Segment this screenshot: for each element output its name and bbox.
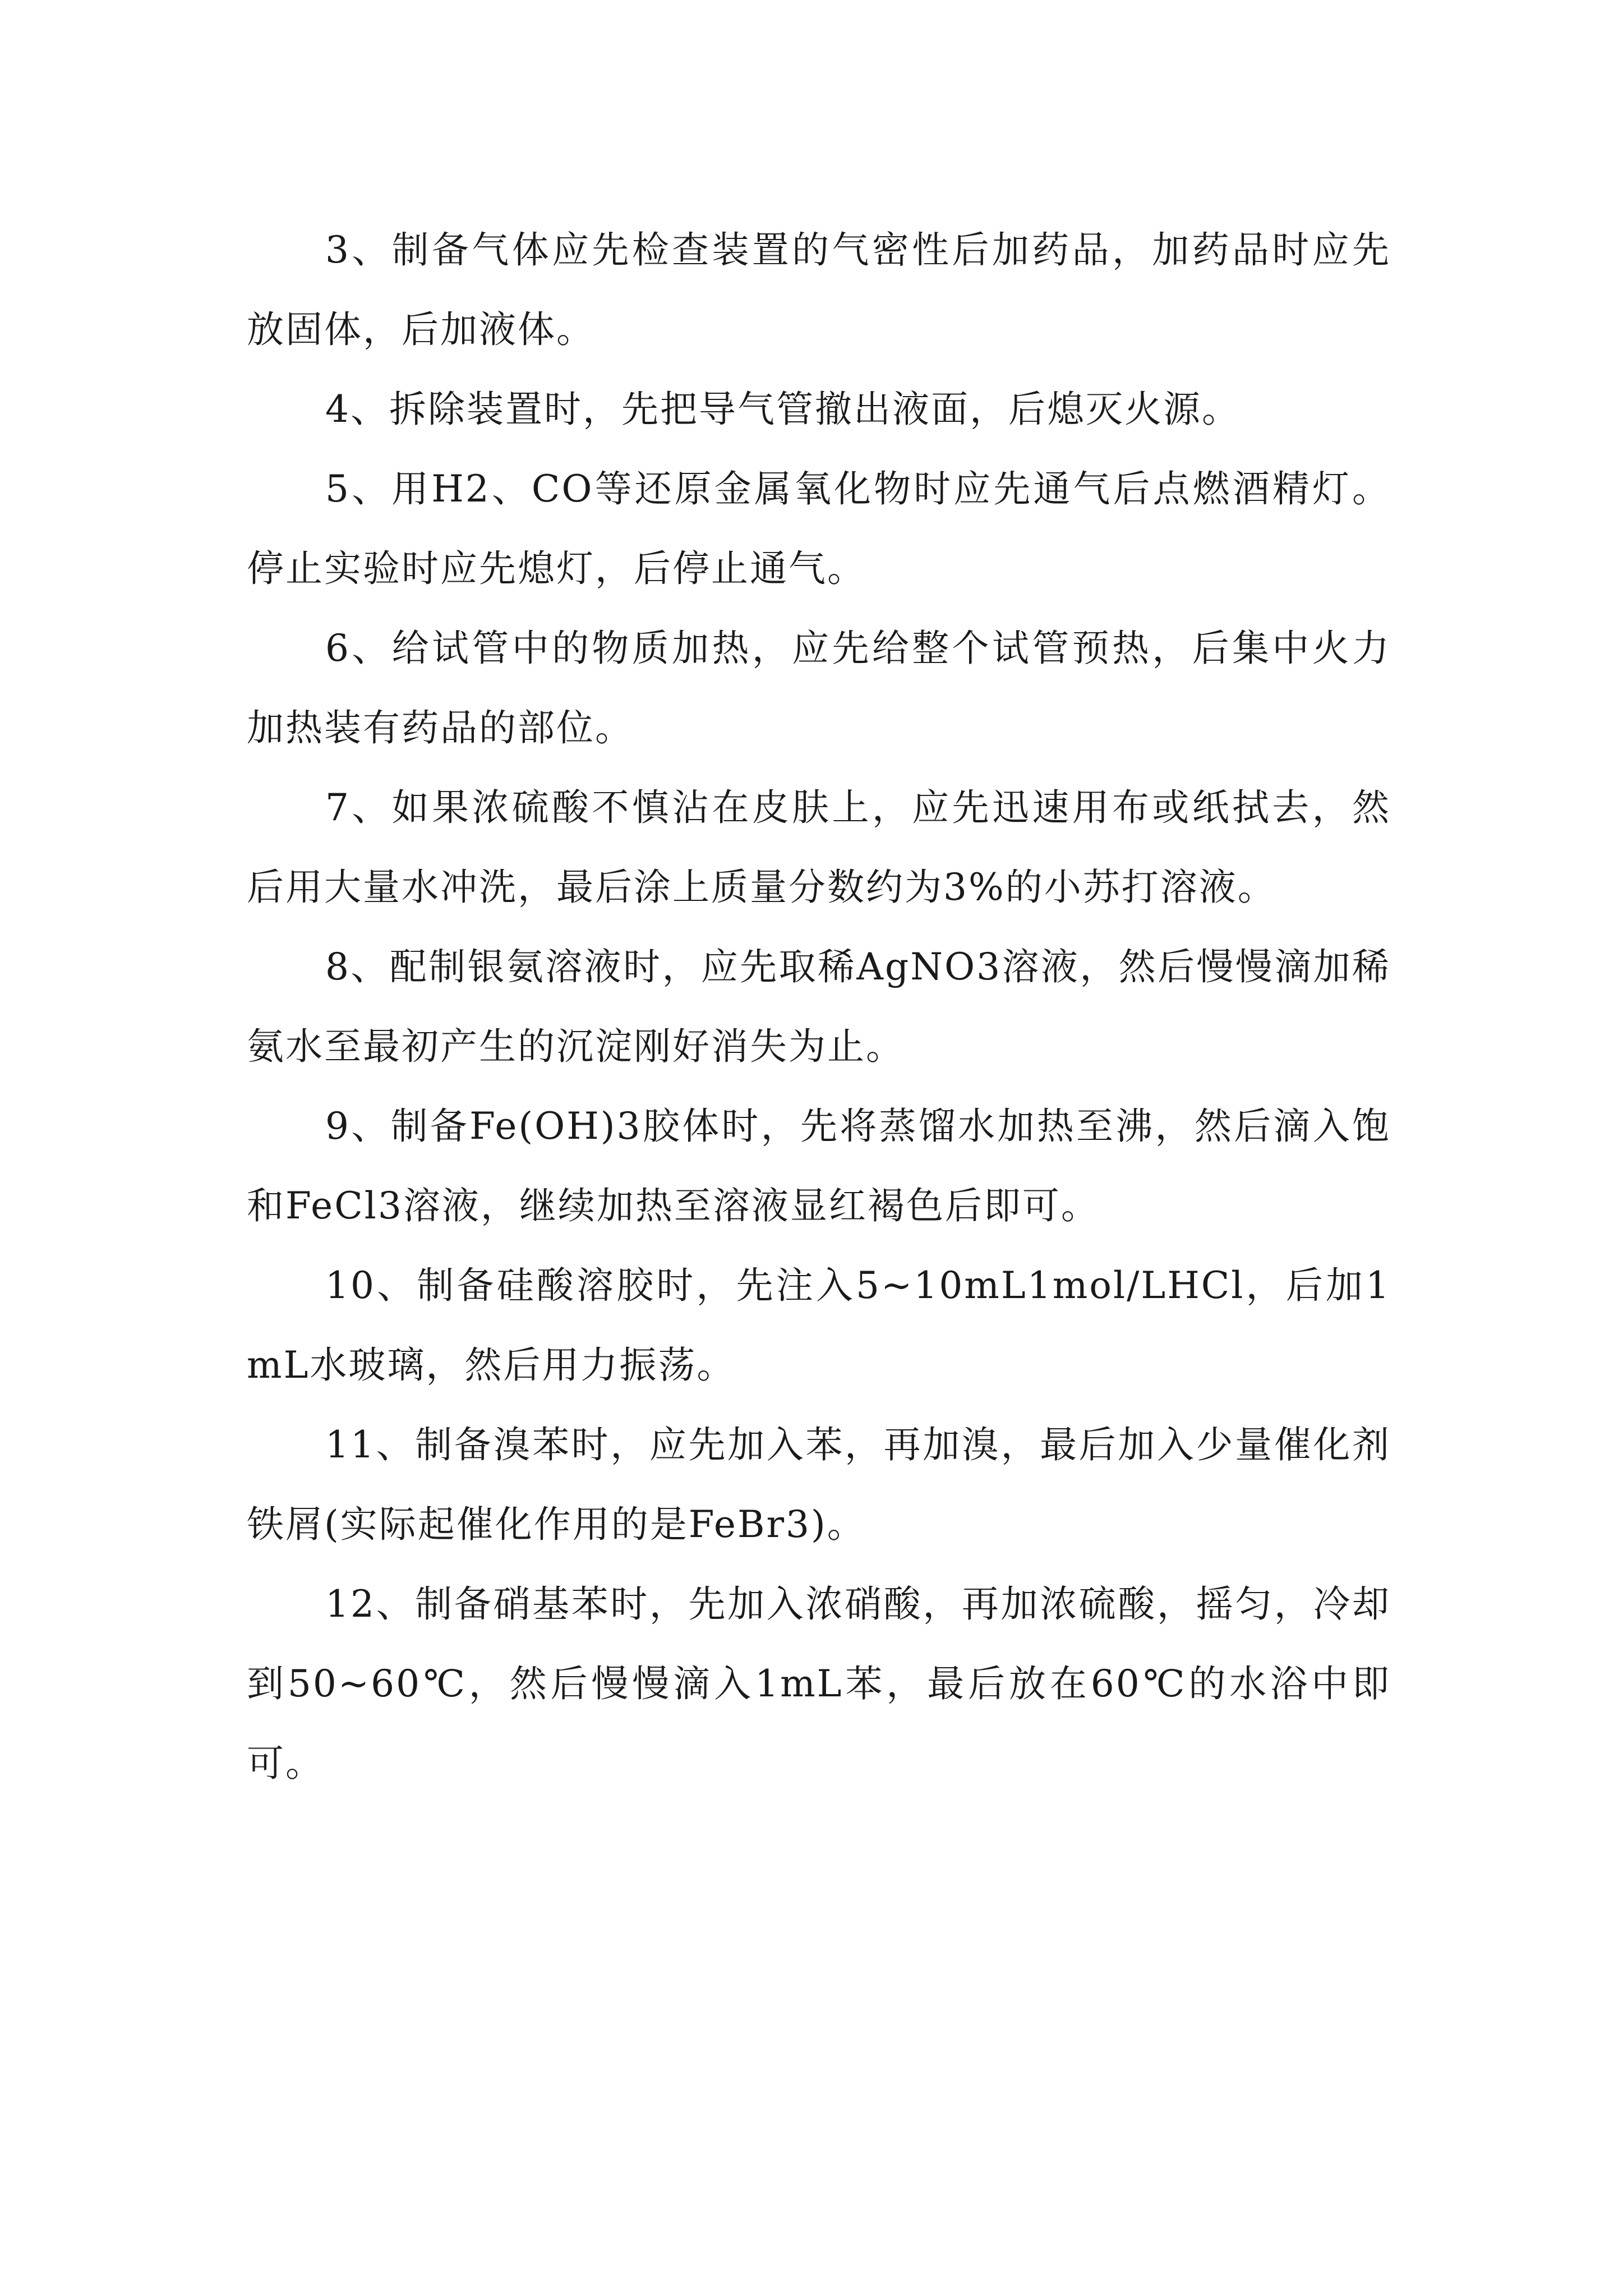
paragraph-5: 5、用H2、CO等还原金属氧化物时应先通气后点燃酒精灯。停止实验时应先熄灯，后停止通气。 (247, 467, 1391, 590)
paragraph-7: 7、如果浓硫酸不慎沾在皮肤上，应先迅速用布或纸拭去，然后用大量水冲洗，最后涂上质量分数约为3%的小苏打溶液。 (247, 786, 1391, 909)
document-body (247, 210, 1391, 1803)
paragraph-8: 8、配制银氨溶液时，应先取稀AgNO3溶液，然后慢慢滴加稀氨水至最初产生的沉淀刚好消失为止。 (247, 945, 1391, 1068)
paragraph-6: 6、给试管中的物质加热，应先给整个试管预热，后集中火力加热装有药品的部位。 (247, 627, 1391, 749)
paragraph-3: 3、制备气体应先检查装置的气密性后加药品，加药品时应先放固体，后加液体。 (247, 228, 1391, 351)
paragraph-9: 9、制备Fe(OH)3胶体时，先将蒸馏水加热至沸，然后滴入饱和FeCl3溶液，继续加热至溶液显红褐色后即可。 (247, 1105, 1391, 1227)
paragraph-4: 4、拆除装置时，先把导气管撤出液面，后熄灭火源。 (325, 388, 1241, 431)
paragraph-12: 12、制备硝基苯时，先加入浓硝酸，再加浓硫酸，摇匀，冷却到50~60℃，然后慢慢滴入1mL苯，最后放在60℃的水浴中即可。 (247, 1582, 1391, 1785)
paragraph-10: 10、制备硅酸溶胶时，先注入5~10mL1mol/LHCl，后加1mL水玻璃，然后用力振荡。 (247, 1264, 1391, 1387)
paragraph-11: 11、制备溴苯时，应先加入苯，再加溴，最后加入少量催化剂铁屑(实际起催化作用的是FeBr3)。 (247, 1423, 1391, 1546)
